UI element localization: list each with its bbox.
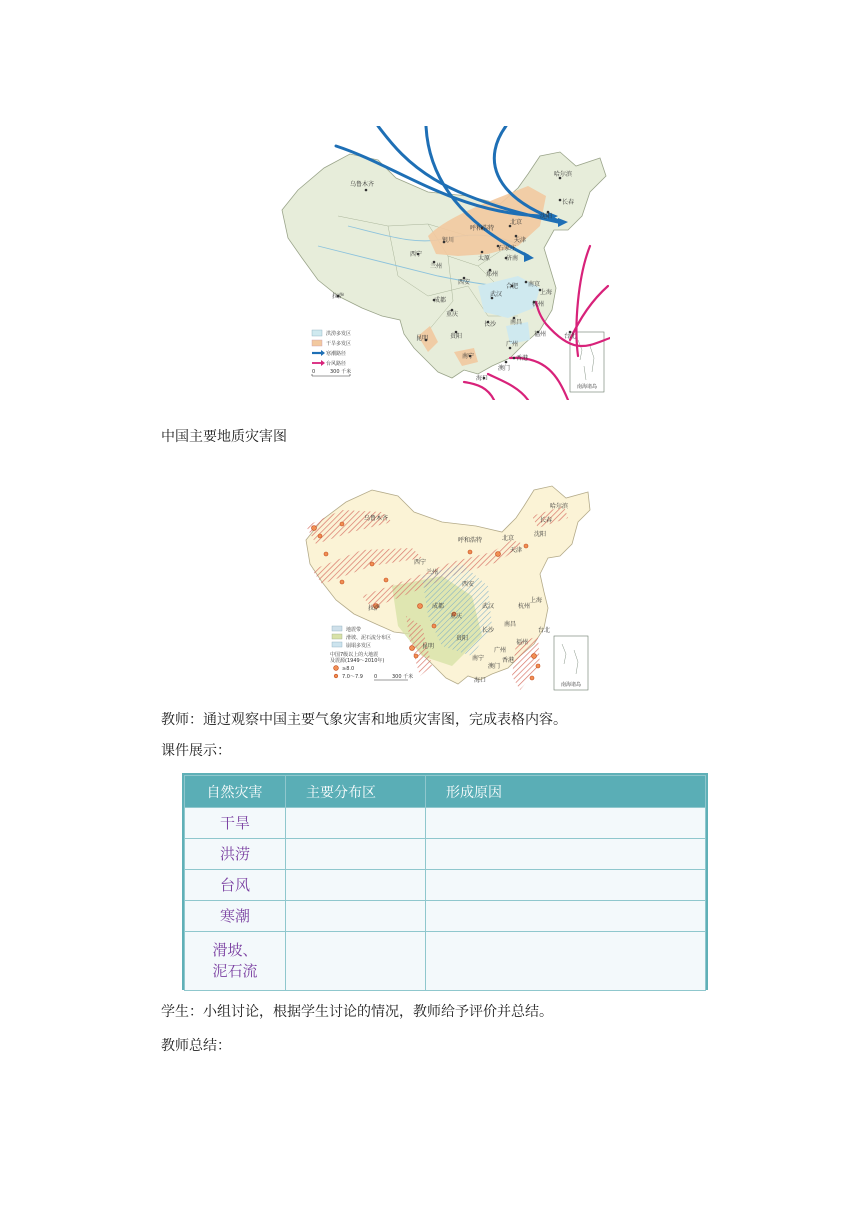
table-header-row xyxy=(185,776,706,808)
scale-label: 300 千米 xyxy=(392,674,414,680)
city-label: 北京 xyxy=(510,219,523,226)
city-label: 石家庄 xyxy=(498,245,517,252)
city-label: 乌鲁木齐 xyxy=(350,181,375,188)
legend-landslide-label: 滑坡、泥石流分布区 xyxy=(346,635,392,641)
city-label: 西安 xyxy=(458,279,471,286)
city-label: 郑州 xyxy=(486,271,499,278)
header-cause: 形成原因 xyxy=(426,776,706,808)
city-label: 福州 xyxy=(516,639,529,646)
legend-typhoon-label: 台风路径 xyxy=(326,361,347,367)
south-china-sea-inset xyxy=(570,332,604,392)
city-label: 兰州 xyxy=(430,263,443,270)
disaster-name: 寒潮 xyxy=(185,901,286,932)
teacher-instruction: 教师：通过观察中国主要气象灾害和地质灾害图，完成表格内容。 xyxy=(161,712,567,728)
region-cell[interactable] xyxy=(286,932,426,991)
city-label: 南京 xyxy=(528,281,541,288)
inset-label: 南海诸岛 xyxy=(577,384,598,390)
city-label: 乌鲁木齐 xyxy=(364,515,389,522)
city-label: 广州 xyxy=(494,647,507,654)
region-cell[interactable] xyxy=(286,808,426,839)
city-label: 贵阳 xyxy=(456,635,469,642)
legend-quake-title: 中国7级以上的大地震 xyxy=(330,652,379,658)
city-label: 成都 xyxy=(432,603,445,610)
city-label: 海口 xyxy=(476,375,489,382)
city-label: 南昌 xyxy=(510,319,523,326)
city-label: 济南 xyxy=(506,255,519,262)
city-label: 武汉 xyxy=(482,603,495,610)
city-label: 福州 xyxy=(534,331,547,338)
disaster-table xyxy=(182,773,708,990)
city-label: 台北 xyxy=(538,627,551,634)
south-china-sea-inset xyxy=(554,636,588,690)
geological-map-caption: 中国主要地质灾害图 xyxy=(161,429,287,445)
cause-cell[interactable] xyxy=(426,839,706,870)
disaster-name: 台风 xyxy=(185,870,286,901)
city-label: 香港 xyxy=(502,657,515,664)
city-label: 沈阳 xyxy=(540,213,553,220)
city-label: 太原 xyxy=(478,255,491,262)
city-label: 长春 xyxy=(562,199,575,206)
city-label: 南宁 xyxy=(472,655,485,662)
table-row xyxy=(185,808,706,839)
cause-cell[interactable] xyxy=(426,901,706,932)
city-label: 兰州 xyxy=(426,569,439,576)
legend-mag-high: ≥8.0 xyxy=(342,666,355,672)
table-row xyxy=(185,932,706,991)
city-label: 杭州 xyxy=(532,301,545,308)
legend-quake-period: 及震源(1949～2010年) xyxy=(330,658,385,664)
city-label: 长春 xyxy=(540,517,553,524)
city-label: 澳门 xyxy=(488,663,501,670)
city-label: 昆明 xyxy=(416,335,429,342)
scale-label: 300 千米 xyxy=(330,369,352,375)
city-label: 武汉 xyxy=(490,291,503,298)
city-label: 天津 xyxy=(510,547,523,554)
city-label: 南昌 xyxy=(504,621,517,628)
table-row xyxy=(185,839,706,870)
header-region: 主要分布区 xyxy=(286,776,426,808)
header-disaster: 自然灾害 xyxy=(185,776,286,808)
city-label: 拉萨 xyxy=(368,605,381,612)
city-label: 重庆 xyxy=(450,613,463,620)
legend-hazard-label: 崩塌多发区 xyxy=(346,643,372,649)
city-label: 西宁 xyxy=(414,559,427,566)
city-label: 北京 xyxy=(502,535,515,542)
city-label: 长沙 xyxy=(482,627,495,634)
region-cell[interactable] xyxy=(286,901,426,932)
table-row xyxy=(185,901,706,932)
student-discussion: 学生：小组讨论，根据学生讨论的情况，教师给予评价并总结。 xyxy=(161,1004,553,1020)
legend-cold-wave-label: 寒潮路径 xyxy=(326,351,347,357)
city-label: 合肥 xyxy=(506,283,519,290)
legend-drought-label: 干旱多发区 xyxy=(326,341,352,347)
city-label: 南宁 xyxy=(462,353,475,360)
city-label: 台北 xyxy=(564,333,577,340)
legend-flood-label: 洪涝多发区 xyxy=(326,331,352,337)
scale-zero: 0 xyxy=(312,369,316,375)
city-label: 贵阳 xyxy=(450,333,463,340)
city-label: 澳门 xyxy=(498,365,511,372)
legend-quake-belt-label: 地震带 xyxy=(346,627,362,633)
meteorological-disaster-map xyxy=(278,126,610,400)
region-cell[interactable] xyxy=(286,839,426,870)
city-label: 重庆 xyxy=(446,311,459,318)
city-label: 拉萨 xyxy=(332,293,345,300)
city-label: 呼和浩特 xyxy=(470,225,495,232)
inset-label: 南海诸岛 xyxy=(561,682,582,688)
city-label: 杭州 xyxy=(518,603,531,610)
cause-cell[interactable] xyxy=(426,932,706,991)
cause-cell[interactable] xyxy=(426,808,706,839)
map2-legend xyxy=(330,626,413,680)
city-label: 呼和浩特 xyxy=(458,537,483,544)
city-label: 哈尔滨 xyxy=(554,171,573,178)
city-label: 广州 xyxy=(506,341,519,348)
courseware-heading: 课件展示： xyxy=(161,743,231,759)
map1-legend xyxy=(312,330,351,376)
city-label: 天津 xyxy=(514,237,527,244)
teacher-summary: 教师总结： xyxy=(161,1038,231,1054)
disaster-name: 洪涝 xyxy=(185,839,286,870)
city-label: 沈阳 xyxy=(534,531,547,538)
city-label: 上海 xyxy=(530,597,543,604)
disaster-name: 滑坡、 泥石流 xyxy=(185,932,286,991)
city-label: 香港 xyxy=(516,355,529,362)
scale-zero: 0 xyxy=(374,674,378,680)
city-label: 上海 xyxy=(540,289,553,296)
city-label: 西宁 xyxy=(410,251,423,258)
geological-disaster-map xyxy=(302,466,592,694)
city-label: 成都 xyxy=(434,297,447,304)
city-label: 昆明 xyxy=(422,643,435,650)
city-label: 哈尔滨 xyxy=(550,503,569,510)
city-label: 长沙 xyxy=(484,321,497,328)
city-label: 西安 xyxy=(462,581,475,588)
region-cell[interactable] xyxy=(286,870,426,901)
disaster-name: 干旱 xyxy=(185,808,286,839)
disaster-table-grid xyxy=(184,775,706,991)
city-label: 海口 xyxy=(474,677,487,684)
table-row xyxy=(185,870,706,901)
city-label: 银川 xyxy=(442,237,455,244)
cause-cell[interactable] xyxy=(426,870,706,901)
legend-mag-low: 7.0～7.9 xyxy=(342,674,363,680)
